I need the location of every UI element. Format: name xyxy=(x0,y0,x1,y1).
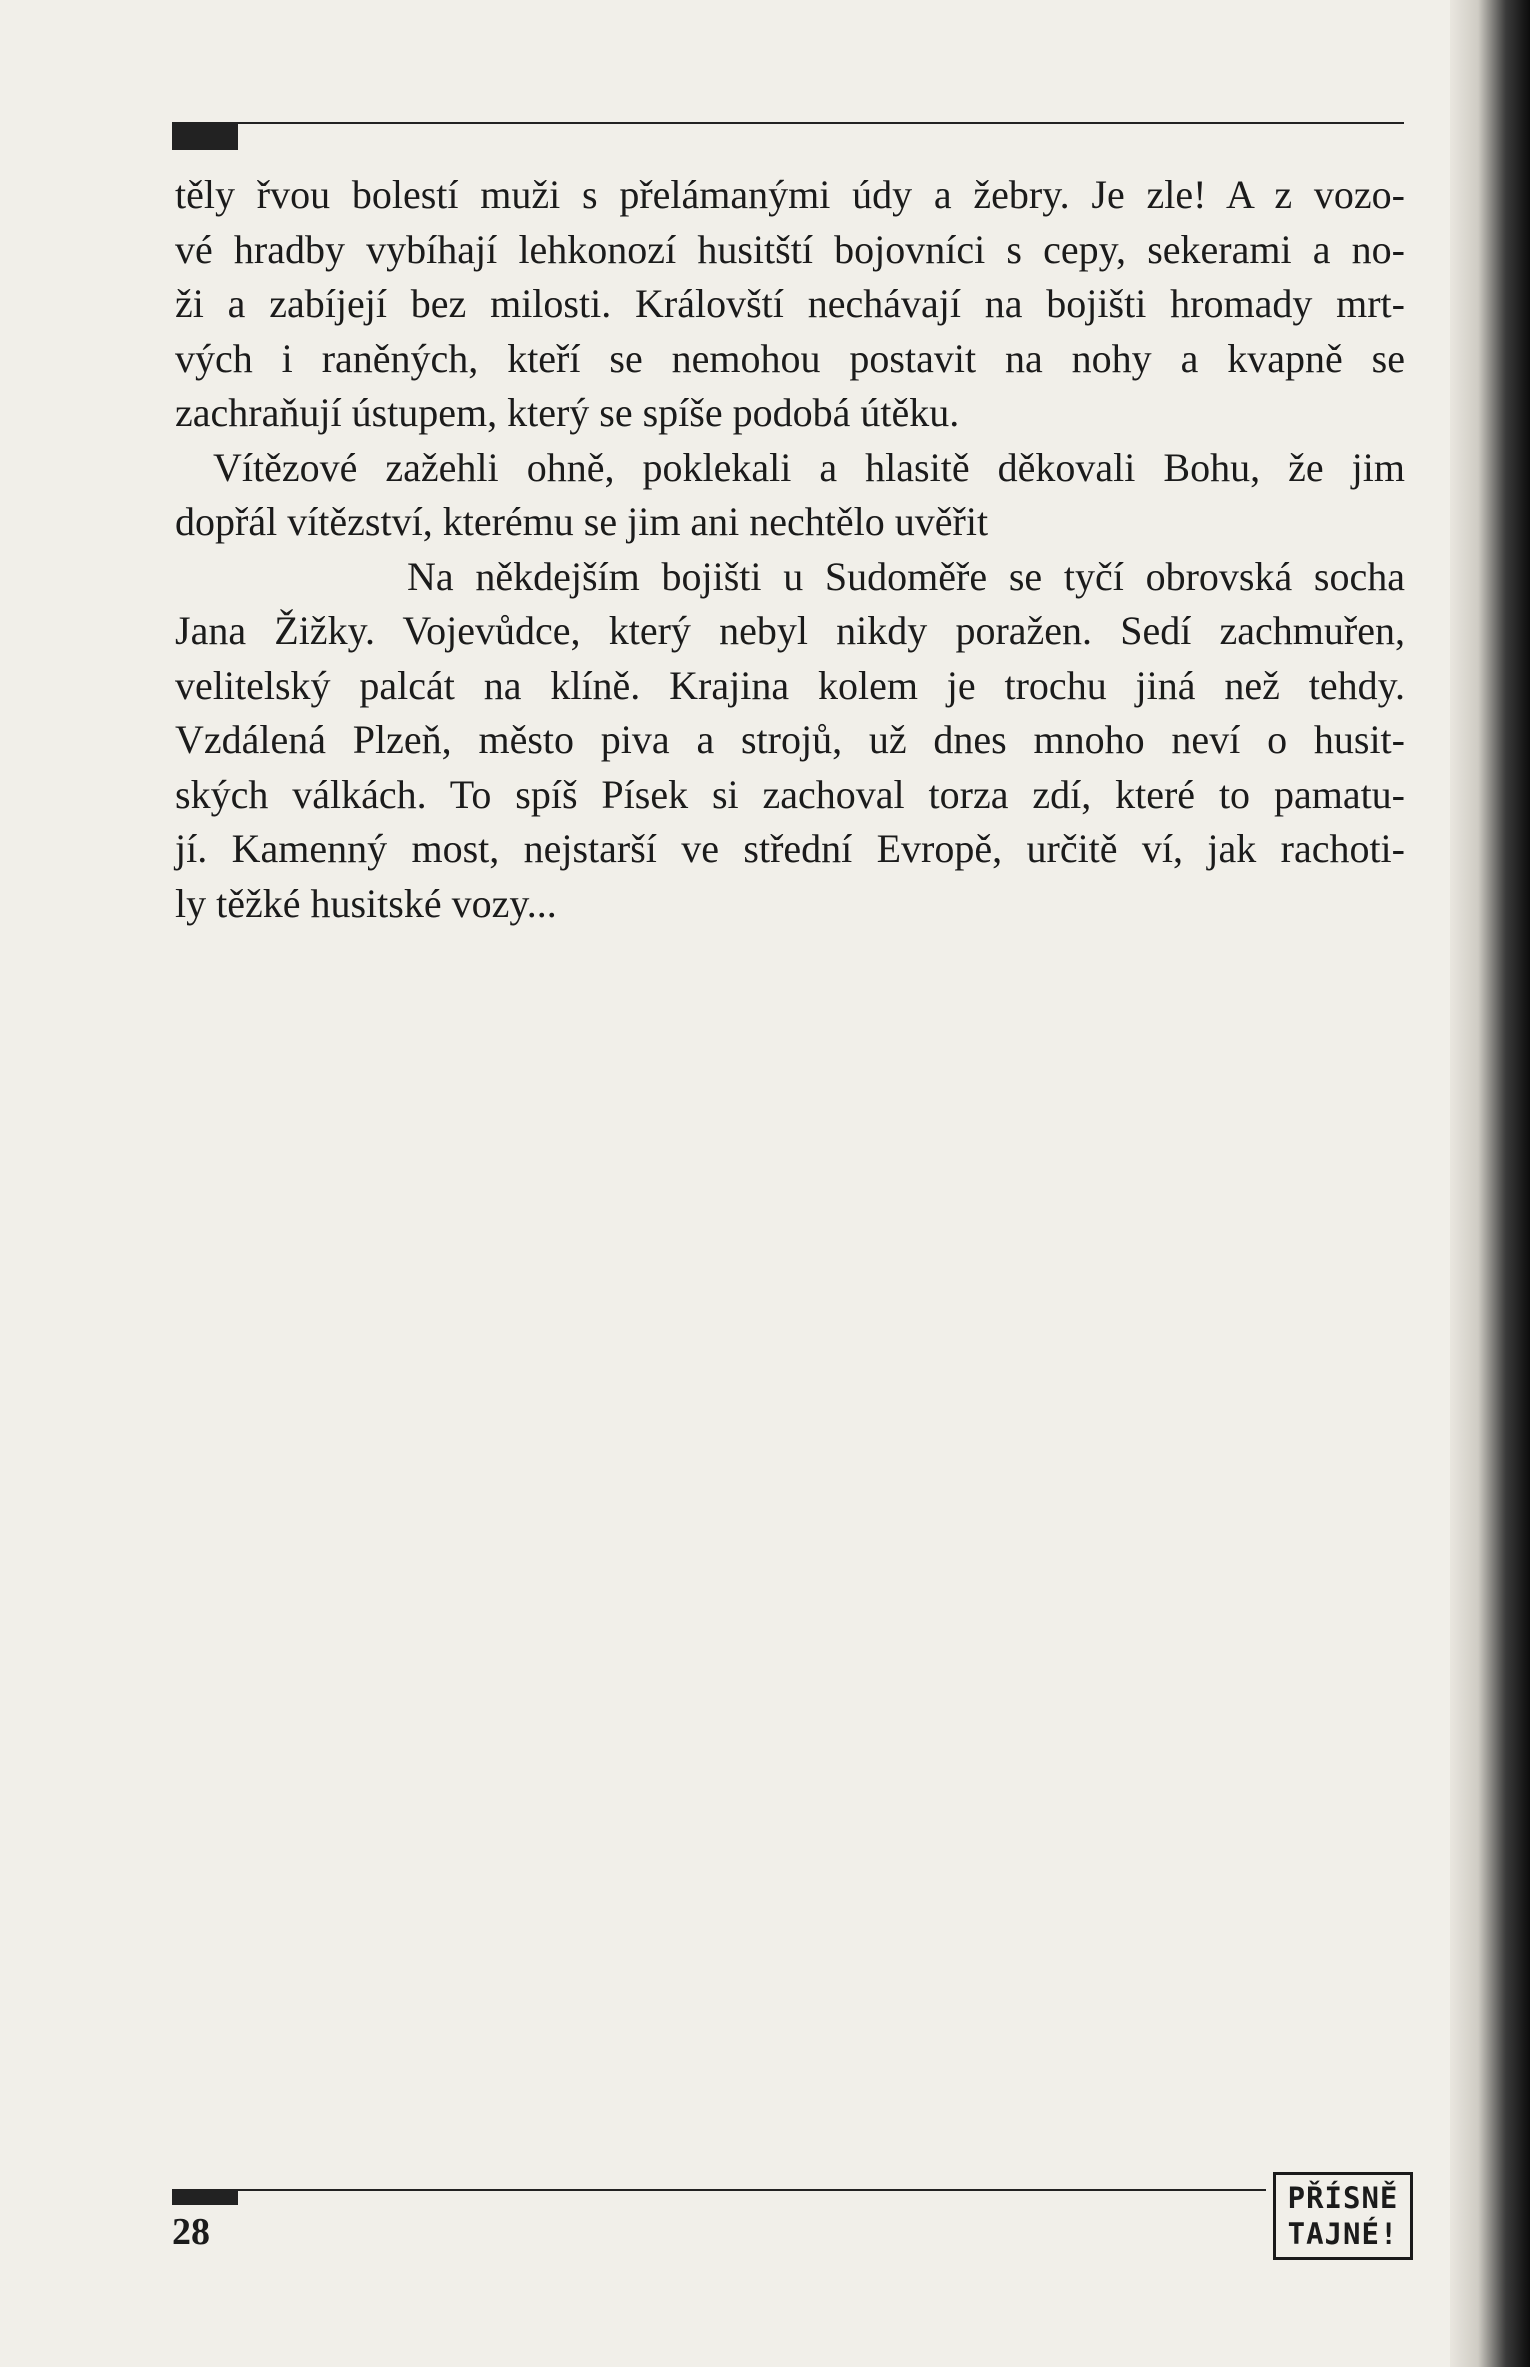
body-text xyxy=(175,168,1405,931)
header-marker xyxy=(172,124,238,150)
page-edge-shadow xyxy=(1450,0,1530,2367)
text-line: vé hradby vybíhají lehkonozí husitští bojovníci s cepy, sekerami a no- xyxy=(175,226,1405,272)
page-number: 28 xyxy=(172,2211,210,2253)
secret-stamp xyxy=(1273,2172,1413,2260)
text-line: těly řvou bolestí muži s přelámanými údy a žebry. Je zle! A z vozo- xyxy=(175,172,1405,217)
text-line: Jana Žižky. Vojevůdce, který nebyl nikdy poražen. Sedí zachmuřen, xyxy=(175,608,1405,653)
footer-marker xyxy=(172,2191,238,2205)
text-line: dopřál vítězství, kterému se jim ani nechtělo uvěřit xyxy=(175,499,989,544)
text-line: vých i raněných, kteří se nemohou postavit na nohy a kvapně se xyxy=(175,335,1405,381)
text-line: ských válkách. To spíš Písek si zachoval torza zdí, které to pamatu- xyxy=(175,771,1405,817)
stamp-line-1: PŘÍSNĚ xyxy=(1287,2181,1399,2215)
stamp-line-2: TAJNÉ! xyxy=(1287,2217,1399,2251)
text-line: Na někdejším bojišti u Sudoměře se tyčí obrovská socha xyxy=(407,553,1405,599)
text-line: jí. Kamenný most, nejstarší ve střední Evropě, určitě ví, jak rachoti- xyxy=(175,826,1405,871)
text-line: Vítězové zažehli ohně, poklekali a hlasitě děkovali Bohu, že jim xyxy=(213,444,1405,490)
text-line: ly těžké husitské vozy... xyxy=(175,880,557,926)
text-line: ži a zabíjejí bez milosti. Královští nechávají na bojišti hromady mrt- xyxy=(175,281,1405,326)
text-line: velitelský palcát na klíně. Krajina kolem je trochu jiná než tehdy. xyxy=(175,662,1405,708)
header-rule xyxy=(172,122,1404,124)
text-line: Vzdálená Plzeň, město piva a strojů, už dnes mnoho neví o husit- xyxy=(175,717,1405,762)
footer-rule xyxy=(172,2189,1266,2191)
text-line: zachraňují ústupem, který se spíše podobá útěku. xyxy=(175,390,960,435)
